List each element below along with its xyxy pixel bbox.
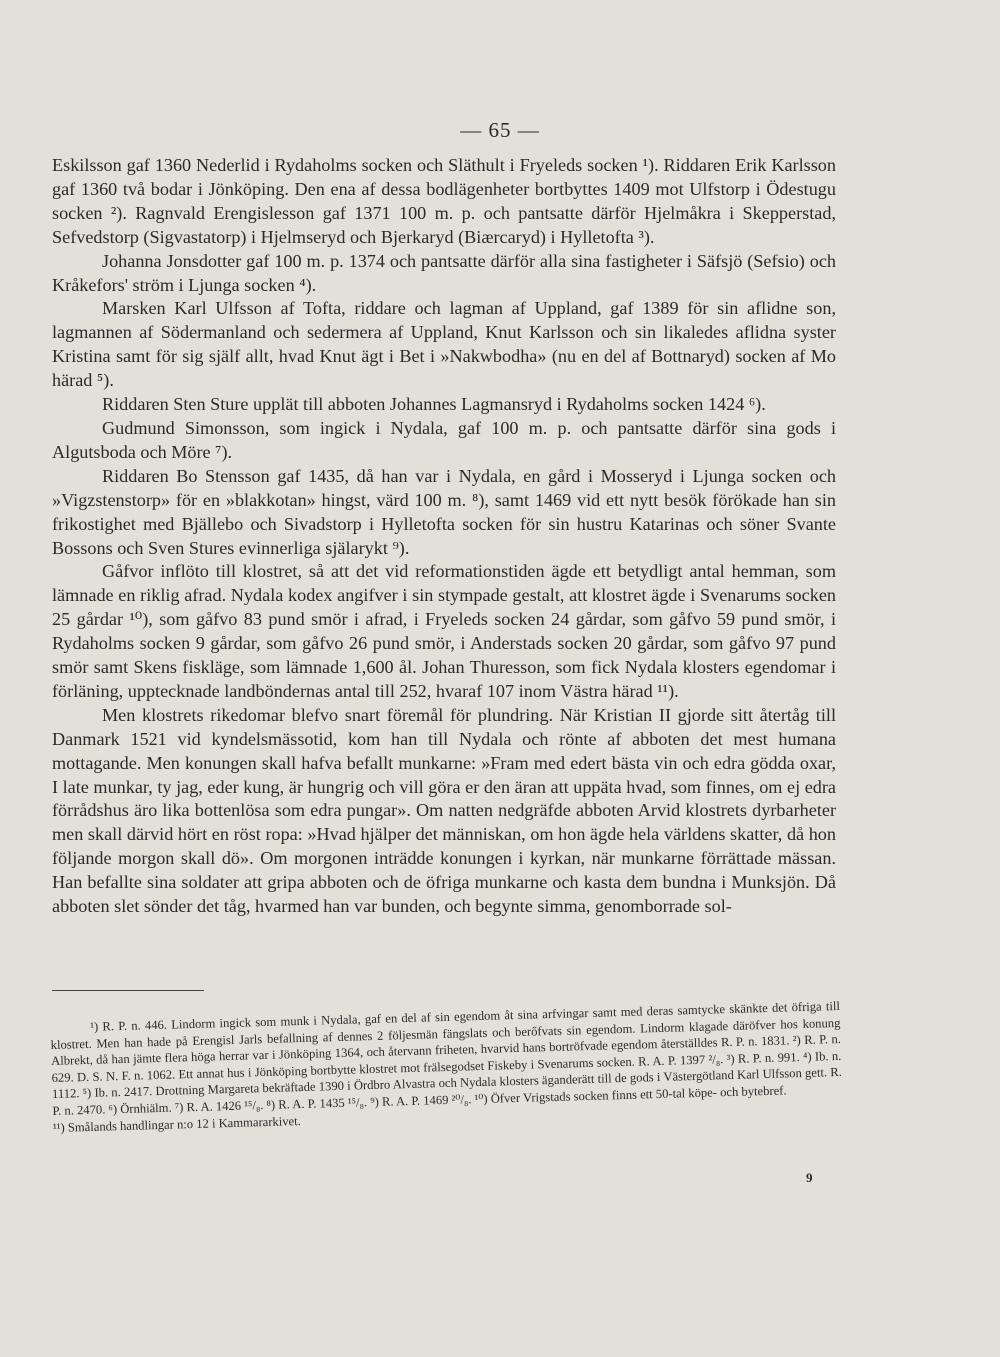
paragraph-5: Gudmund Simonsson, som ingick i Nydala, gaf 100 m. p. och pantsatte därför sina gods i Algutsboda och Möre ⁷).	[52, 417, 836, 462]
paragraph-6: Riddaren Bo Stensson gaf 1435, då han var i Nydala, en gård i Mosseryd i Ljunga socken och »Vigzstenstorp» för en »blakkotan» hingst, värd 100 m. ⁸), samt 1469 vid ett nytt besök förökade han sin frikostighet med Bjällebo och Sivadstorp i Hylletofta socken för sin hustru Katarinas och söner Svante Bossons och Sven Stures evinnerliga själarykt ⁹).	[52, 465, 836, 558]
paragraph-4: Riddaren Sten Sture upplät till abboten Johannes Lagmansryd i Rydaholms socken 1424 ⁶).	[102, 394, 766, 415]
footnote-divider	[52, 990, 204, 991]
paragraph-8: Men klostrets rikedomar blefvo snart föremål för plundring. När Kristian II gjorde sitt återtåg till Danmark 1521 vid kyndelsmässotid, kom han till Nydala och rönte af abboten det mest humana mottagande. Men konungen skall hafva befallt munkarne: »Fram med edert bästa vin och edra gödda oxar, I late munkar, ty jag, eder kung, är hungrig och vill göra er den äran att uppäta hvad, som finnes, om ej edra förrådshus äro lika bottenlösa som edra pungar». Om natten nedgräfde abboten Arvid klostrets dyrbarheter men skall därvid hört en röst ropa: »Hvad hjälper det människan, om hon ägde hela världens skatter, då hon följande morgon skall dö». Om morgonen inträdde konungen i kyrkan, när munkarne förrättade mässan. Han befallte sina soldater att gripa abboten och de öfriga munkarne och kasta dem bundna i Munksjön. Då abboten slet sönder det tåg, hvarmed han var bunden, och begynte simma, genomborrade sol-	[52, 704, 836, 917]
paragraph-7: Gåfvor inflöto till klostret, så att det vid reformationstiden ägde ett betydligt antal hemman, som lämnade en riklig afrad. Nydala kodex angifver i sin stympade gestalt, att klostret ägde i Svenarums socken 25 gårdar ¹⁰), som gåfvo 83 pund smör i afrad, i Fryeleds socken 24 gårdar, som gåfvo 59 pund smör, i Rydaholms socken 9 gårdar, som gåfvo 26 pund smör, i Anderstads socken 20 gårdar, som gåfvo 97 pund smör samt Skens fiskläge, som lämnade 1,600 ål. Johan Thuresson, som fick Nydala klosters egendomar i förläning, upptecknade landböndernas antal till 252, hvaraf 107 inom Västra härad ¹¹).	[52, 561, 836, 701]
main-text	[52, 154, 836, 919]
paragraph-3: Marsken Karl Ulfsson af Tofta, riddare och lagman af Uppland, gaf 1389 för sin aflidne son, lagmannen af Södermanland och sedermera af Uppland, Knut Karlsson och sin likaledes aflidna syster Kristina samt för sig själf allt, hvad Knut ägt i Bet i »Nakwbodha» (nu en del af Bottnaryd) socken af Mo härad ⁵).	[52, 298, 836, 391]
footnote-block: ¹) R. P. n. 446. Lindorm ingick som munk i Nydala, gaf en del af sin egendom åt sina arfvingar samt med deras samtycke skänkte det öfriga till klostret. Men han hade på Erengisl Jarls befallning af dennes 2 följesmän fängslats och berőfvats sin egendom. Lindorm klagade däröfver hos konung Albrekt, då han jämte flera höga herrar var i Jönköping 1364, och återvann friheten, hvarvid hans bortröfvade egendom återställdes R. P. n. 1831. ²) R. P. n. 629. D. S. N. F. n. 1062. Ett annat hus i Jönköping bortbytte klostret mot frälsegodset Fiskeby i Svenarums socken. R. A. P. 1397 ²/₈. ³) R. P. n. 991. ⁴) Ib. n. 1112. ⁵) Ib. n. 2417. Drottning Margareta bekräftade 1390 i Ördbro Alvastra och Nydala klosters äganderätt till de gods i Västergötland Karl Ulfsson gett. R. P. n. 2470. ⁶) Örnhiälm. ⁷) R. A. 1426 ¹⁵/₈. ⁸) R. A. P. 1435 ¹⁵/₈. ⁹) R. A. P. 1469 ²⁰/₈. ¹⁰) Öfver Vrigstads socken finns ett 50-tal köpe- och bytebref.	[50, 998, 842, 1118]
page-number: — 65 —	[460, 118, 540, 142]
paragraph-2: Johanna Jonsdotter gaf 100 m. p. 1374 och pantsatte därför alla sina fastigheter i Säfsjö (Sefsio) och Kråkefors' ström i Ljunga socken ⁴).	[52, 250, 836, 295]
footnote-last: ¹¹) Smålands handlingar n:o 12 i Kammararkivet.	[52, 1113, 301, 1135]
footnotes	[50, 998, 843, 1136]
paragraph-1: Eskilsson gaf 1360 Nederlid i Rydaholms socken och Släthult i Fryeleds socken ¹). Riddaren Erik Karlsson gaf 1360 två bodar i Jönköping. Den ena af dessa bodlägenheter bortbyttes 1409 mot Ulfstorp i Ödestugu socken ²). Ragnvald Erengislesson gaf 1371 100 m. p. och pantsatte därför Hjelmåkra i Skepperstad, Sefvedstorp (Sigvastatorp) i Hjelmseryd och Bjerkaryd (Biærcaryd) i Hylletofta ³).	[52, 155, 836, 247]
signature-mark: 9	[806, 1170, 813, 1185]
